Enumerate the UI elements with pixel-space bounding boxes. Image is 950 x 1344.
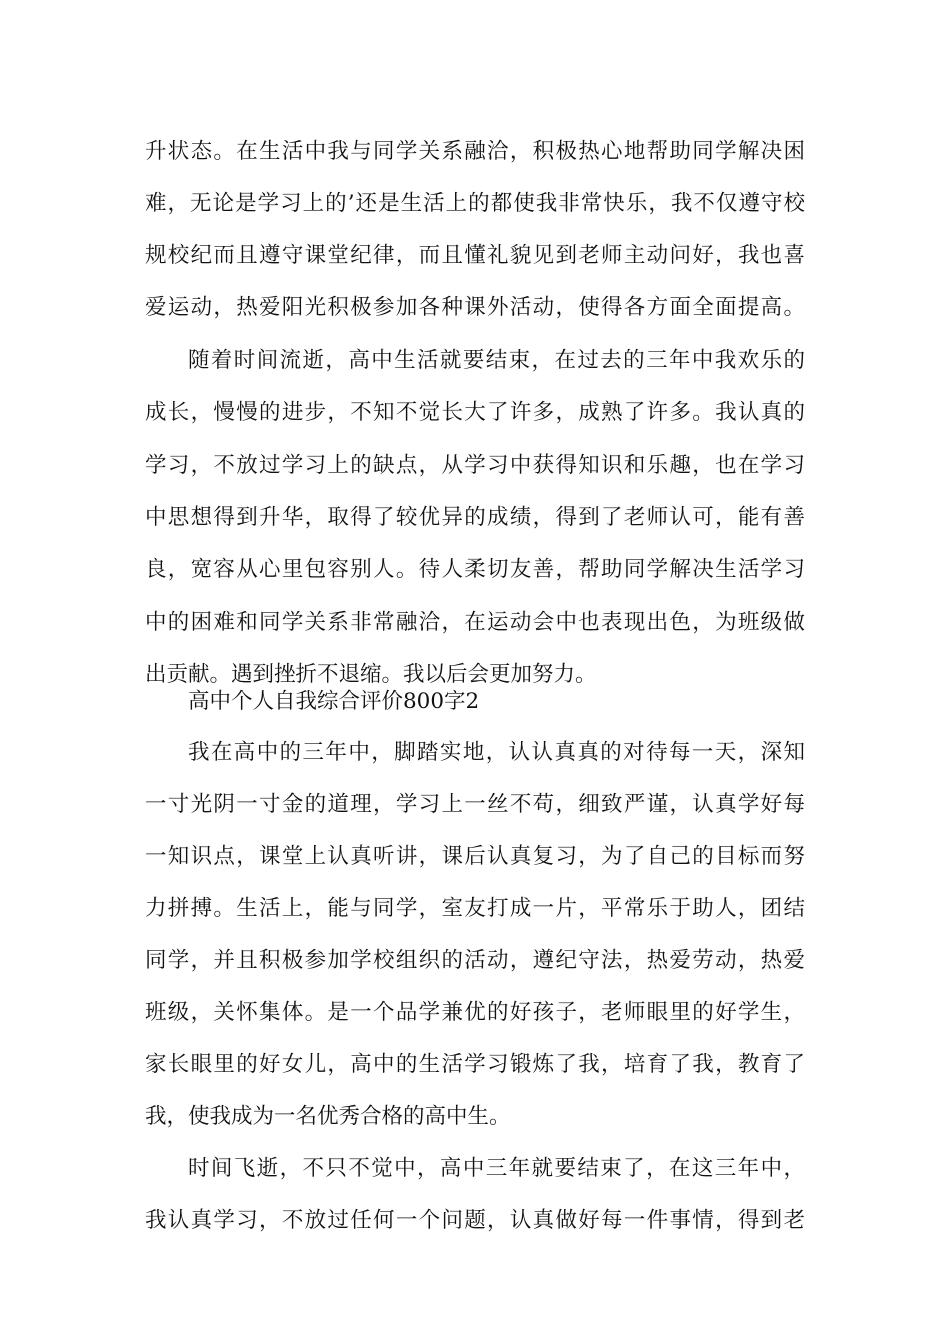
text-line: 家长眼里的好女儿，高中的生活学习锻炼了我，培育了我，教育了	[145, 1052, 805, 1077]
text-line: 良，宽容从心里包容别人。待人柔切友善，帮助同学解决生活学习	[145, 557, 805, 582]
text-line: 时间飞逝，不只不觉中，高中三年就要结束了，在这三年中，	[188, 1156, 805, 1181]
text-line: 爱运动，热爱阳光积极参加各种课外活动，使得各方面全面提高。	[145, 295, 805, 320]
text-line: 我认真学习，不放过任何一个问题，认真做好每一件事情，得到老	[145, 1208, 805, 1233]
text-line: 我，使我成为一名优秀合格的高中生。	[145, 1104, 511, 1129]
text-line: 同学，并且积极参加学校组织的活动，遵纪守法，热爱劳动，热爱	[145, 948, 805, 973]
text-line: 我在高中的三年中，脚踏实地，认认真真的对待每一天，深知	[188, 740, 805, 765]
text-line: 一知识点，课堂上认真听讲，课后认真复习，为了自己的目标而努	[145, 844, 805, 869]
text-line: 力拼搏。生活上，能与同学，室友打成一片，平常乐于助人，团结	[145, 896, 805, 921]
text-line: 一寸光阴一寸金的道理，学习上一丝不苟，细致严谨，认真学好每	[145, 792, 805, 817]
text-line: 升状态。在生活中我与同学关系融洽，积极热心地帮助同学解决困	[145, 139, 805, 164]
text-line: 成长，慢慢的进步，不知不觉长大了许多，成熟了许多。我认真的	[145, 400, 805, 425]
text-line: 随着时间流逝，高中生活就要结束，在过去的三年中我欢乐的	[188, 348, 805, 373]
text-line: 难，无论是学习上的’还是生活上的都使我非常快乐，我不仅遵守校	[145, 191, 805, 216]
text-line: 出贡献。遇到挫折不退缩。我以后会更加努力。	[145, 662, 597, 687]
text-line: 班级，关怀集体。是一个品学兼优的好孩子，老师眼里的好学生，	[145, 1000, 805, 1025]
text-line: 规校纪而且遵守课堂纪律，而且懂礼貌见到老师主动问好，我也喜	[145, 243, 805, 268]
text-line: 中的困难和同学关系非常融洽，在运动会中也表现出色，为班级做	[145, 610, 805, 635]
section-heading: 高中个人自我综合评价800字2	[188, 689, 480, 714]
text-line: 学习，不放过学习上的缺点，从学习中获得知识和乐趣，也在学习	[145, 453, 805, 478]
text-line: 中思想得到升华，取得了较优异的成绩，得到了老师认可，能有善	[145, 505, 805, 530]
